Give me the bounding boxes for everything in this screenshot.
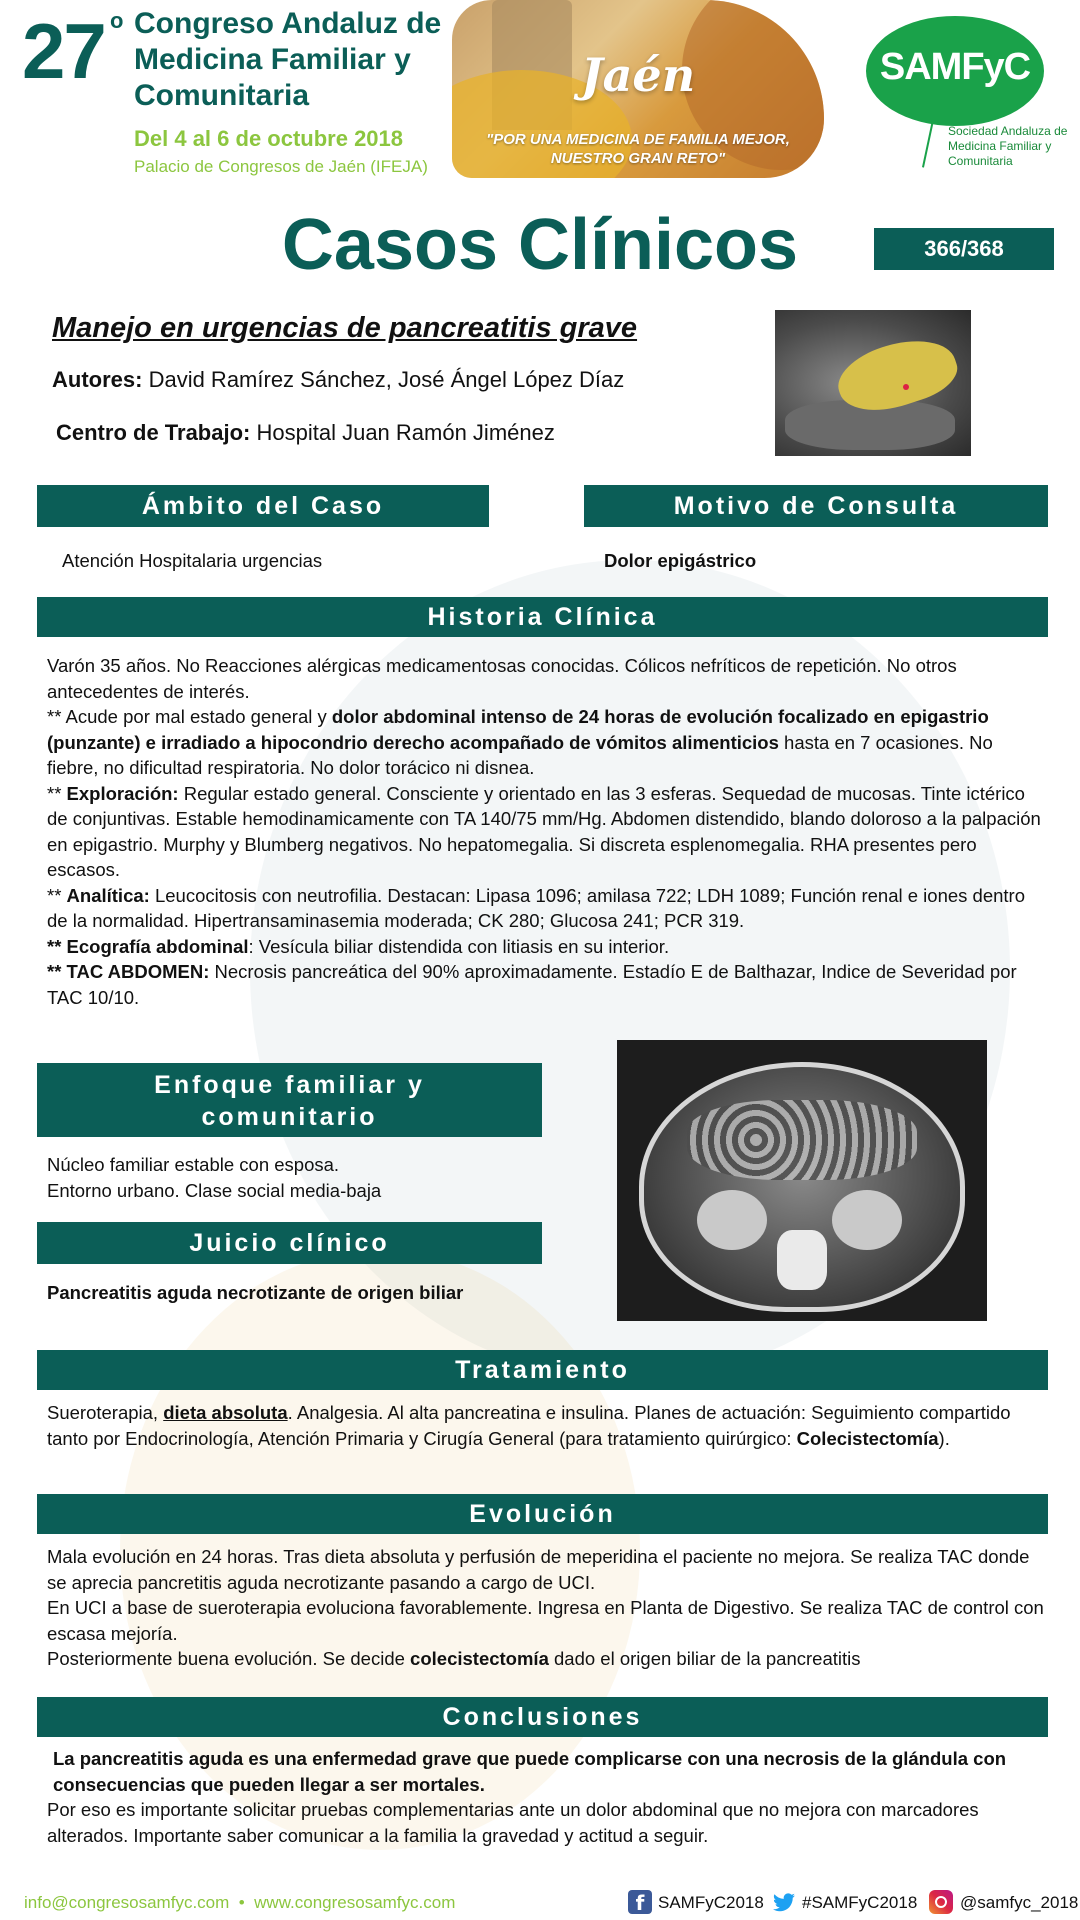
motivo-text: Dolor epigástrico: [604, 550, 757, 571]
evolucion-line2: En UCI a base de sueroterapia evoluciona favorablemente. Ingresa en Planta de Digestivo. Se realiza TAC de control con escasa mejoría.: [47, 1597, 1044, 1644]
congress-venue: Palacio de Congresos de Jaén (IFEJA): [134, 157, 428, 176]
enfoque-text: [47, 1152, 567, 1203]
lesion-dot: [903, 384, 909, 390]
tratamiento-text: Sueroterapia, dieta absoluta. Analgesia. Al alta pancreatina e insulina. Planes de actuación: Seguimiento compartido tanto por Endocrinología, Atención Primaria y Cirugía General (para tratamiento quirúrgico: Colecistectomía).: [47, 1402, 1011, 1449]
banner-city: Jaén: [580, 48, 696, 102]
historia-text: [47, 653, 1047, 1010]
historia-analitica: ** Analítica: Leucocitosis con neutrofilia. Destacan: Lipasa 1096; amilasa 722; LDH 1089; Función renal e iones dentro de la normalidad. Hipertransaminasemia moderada; CK 280; Glucosa 241; PCR 319.: [47, 884, 1026, 931]
jaen-banner: [452, 0, 824, 178]
samfyc-logo-text: SAMFyC: [879, 46, 1031, 88]
conclusiones-bold: La pancreatitis aguda es una enfermedad grave que puede complicarse con una necrosis de la glándula con consecuencias que pueden llegar a ser mortales.: [53, 1748, 1007, 1795]
evolucion-text: [47, 1544, 1047, 1672]
page-title: Casos Clínicos: [281, 205, 799, 285]
twitter-icon[interactable]: [772, 1890, 796, 1914]
facebook-handle[interactable]: SAMFyC2018: [658, 1893, 764, 1912]
section-header-enfoque: Enfoque familiar y comunitario: [37, 1063, 542, 1137]
authors-label: Autores:: [52, 367, 143, 392]
historia-p1: Varón 35 años. No Reacciones alérgicas medicamentosas conocidas. Cólicos nefríticos de repetición. No otros antecedentes de interés.: [47, 655, 957, 702]
historia-p2: ** Acude por mal estado general y dolor abdominal intenso de 24 horas de evolución focalizado en epigastrio (punzante) e irradiado a hipocondrio derecho acompañado de vómitos alimenticios hasta en 7 ocasiones. No fiebre, no dificultad respiratoria. No dolor torácico ni disnea.: [47, 706, 993, 778]
ct-scan-image: [617, 1040, 987, 1321]
ct-kidney-left: [697, 1190, 767, 1250]
page-number-badge: 366/368: [874, 228, 1054, 270]
ambito-text: Atención Hospitalaria urgencias: [62, 550, 323, 571]
pancreas-illustration: [775, 310, 971, 456]
evolucion-line3: Posteriormente buena evolución. Se decide colecistectomía dado el origen biliar de la pancreatitis: [47, 1648, 861, 1669]
section-header-juicio: Juicio clínico: [37, 1222, 542, 1264]
evolucion-line1: Mala evolución en 24 horas. Tras dieta absoluta y perfusión de meperidina el paciente no mejora. Se realiza TAC donde se aprecia pancretitis aguda necrotizante pasando a cargo de UCI.: [47, 1546, 1030, 1593]
section-header-historia: Historia Clínica: [37, 597, 1048, 637]
section-header-ambito: Ámbito del Caso: [37, 485, 489, 527]
section-header-evolucion: Evolución: [37, 1494, 1048, 1534]
conclusiones-normal: Por eso es importante solicitar pruebas complementarias ante un dolor abdominal que no mejora con marcadores alterados. Importante saber comunicar a la familia la gravedad y actitud a seguir.: [47, 1799, 979, 1846]
congress-dates: Del 4 al 6 de octubre 2018: [134, 126, 404, 151]
footer-email[interactable]: info@congresosamfyc.com: [24, 1893, 230, 1912]
ct-kidney-right: [832, 1190, 902, 1250]
work-center-name: Hospital Juan Ramón Jiménez: [256, 420, 555, 445]
juicio-text: Pancreatitis aguda necrotizante de origen biliar: [47, 1282, 464, 1303]
historia-exploracion: ** Exploración: Regular estado general. Consciente y orientado en las 3 esferas. Sequedad de mucosas. Tinte ictérico de conjuntivas. Estable hemodinamicamente con TA 140/75 mm/Hg. Abdomen distendido, blando doloroso a la palpación en epigastrio. Murphy y Blumberg negativos. No hepatomegalia. Si discreta esplenomegalia. RHA presentes pero escasos.: [47, 782, 1041, 880]
conclusiones-text: [47, 1746, 1047, 1848]
instagram-handle[interactable]: @samfyc_2018: [960, 1893, 1079, 1912]
section-header-motivo: Motivo de Consulta: [584, 485, 1048, 527]
congress-title: Congreso Andaluz de Medicina Familiar y Comunitaria: [134, 7, 442, 112]
banner-slogan: "POR UNA MEDICINA DE FAMILIA MEJOR, NUESTRO GRAN RETO": [486, 131, 790, 167]
ct-intestine: [687, 1100, 917, 1180]
enfoque-line2: Entorno urbano. Clase social media-baja: [47, 1179, 382, 1201]
ct-spine: [777, 1230, 827, 1290]
section-header-conclusiones: Conclusiones: [37, 1697, 1048, 1737]
enfoque-line1: Núcleo familiar estable con esposa.: [47, 1154, 340, 1175]
instagram-icon[interactable]: [929, 1890, 953, 1914]
work-center-label: Centro de Trabajo:: [56, 420, 251, 445]
edition-number: 27: [22, 7, 105, 95]
case-title: Manejo en urgencias de pancreatitis grave: [52, 312, 638, 344]
footer-separator: •: [238, 1893, 245, 1912]
authors-names: David Ramírez Sánchez, José Ángel López Díaz: [148, 367, 625, 392]
section-header-tratamiento: Tratamiento: [37, 1350, 1048, 1390]
facebook-icon[interactable]: f: [628, 1890, 652, 1914]
footer-contact: [24, 1893, 455, 1913]
edition-superscript: o: [110, 8, 124, 33]
historia-ecografia: ** Ecografía abdominal: Vesícula biliar distendida con litiasis en su interior.: [47, 935, 670, 957]
twitter-handle[interactable]: #SAMFyC2018: [802, 1893, 918, 1912]
historia-tac: ** TAC ABDOMEN: Necrosis pancreática del 90% aproximadamente. Estadío E de Balthazar, Indice de Severidad por TAC 10/10.: [47, 961, 1017, 1008]
samfyc-logo-subtitle: Sociedad Andaluza de Medicina Familiar y Comunitaria: [948, 124, 1068, 168]
authors: [52, 367, 624, 393]
work-center: [56, 420, 555, 446]
footer-website[interactable]: www.congresosamfyc.com: [254, 1893, 456, 1912]
